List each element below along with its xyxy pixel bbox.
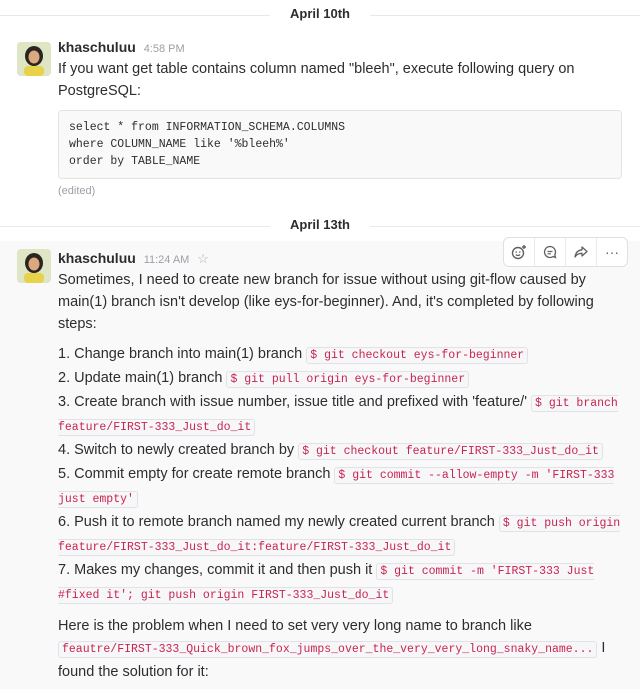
author-name[interactable]: khaschuluu [58,250,136,266]
inline-code: $ git commit --allow-empty -m 'FIRST-333 just empty' [58,469,615,506]
date-divider-label: April 13th [270,217,370,232]
code-line: select * from INFORMATION_SCHEMA.COLUMNS [69,121,346,134]
code-line: where COLUMN_NAME like '%bleeh%' [69,138,290,151]
edited-label: (edited) [58,185,96,197]
code-line: order by TABLE_NAME [69,155,201,168]
code-block [58,110,622,179]
list-item: 3. Create branch with issue number, issue title and prefixed with 'feature/' $ git branch feature/FIRST-333_Just_do_it [58,394,618,434]
timestamp[interactable]: 11:24 AM [143,254,190,266]
message[interactable] [0,241,640,689]
message-paragraph: Here is the problem when I need to set very very long name to branch like feautre/FIRST-333_Quick_brown_fox_jumps_over_the_very_very_long_snaky_name... I found the solution for it: [58,618,606,680]
inline-code: $ git checkout eys-for-beginner [306,347,528,364]
list-item: 5. Commit empty for create remote branch $ git commit --allow-empty -m 'FIRST-333 just empty' [58,466,615,506]
star-outline-icon[interactable]: ☆ [197,251,209,266]
share-icon[interactable] [566,238,597,266]
inline-code: $ git checkout feature/FIRST-333_Just_do_it [298,443,603,460]
message-intro: Sometimes, I need to create new branch for issue without using git-flow caused by main(1) branch isn't develop (like eys-for-beginner). And, it's completed by following steps: [58,272,594,332]
date-divider [0,0,640,30]
message-actions [503,237,628,267]
author-name[interactable]: khaschuluu [58,39,136,55]
message[interactable] [0,30,640,203]
inline-code: $ git pull origin eys-for-beginner [226,371,469,388]
reply-thread-icon[interactable] [535,238,566,266]
inline-code: $ git commit -m 'FIRST-333 Just #fixed it'; git push origin FIRST-333_Just_do_it [58,565,595,602]
inline-code: feautre/FIRST-333_Quick_brown_fox_jumps_over_the_very_very_long_snaky_name... [58,641,597,658]
avatar[interactable] [17,249,51,283]
more-actions-icon[interactable]: ··· [605,244,619,260]
avatar[interactable] [17,42,51,76]
list-item: 2. Update main(1) branch $ git pull origin eys-for-beginner [58,367,622,391]
timestamp[interactable]: 4:58 PM [143,43,185,55]
steps-list [58,343,622,607]
list-item: 4. Switch to newly created branch by $ git checkout feature/FIRST-333_Just_do_it [58,439,622,463]
date-divider-label: April 10th [270,6,370,21]
inline-code: $ git push origin feature/FIRST-333_Just_do_it:feature/FIRST-333_Just_do_it [58,517,621,554]
add-reaction-icon[interactable] [504,238,535,266]
list-item: 6. Push it to remote branch named my newly created current branch $ git push origin feature/FIRST-333_Just_do_it:feature/FIRST-333_Just_do_it [58,514,621,554]
list-item: 1. Change branch into main(1) branch $ git checkout eys-for-beginner [58,343,622,367]
message-text: If you want get table contains column named "bleeh", execute following query on PostgreSQL: [58,61,575,99]
list-item: 7. Makes my changes, commit it and then push it $ git commit -m 'FIRST-333 Just #fixed it'; git push origin FIRST-333_Just_do_it [58,562,595,602]
inline-code: $ git branch feature/FIRST-333_Just_do_it [58,397,618,434]
